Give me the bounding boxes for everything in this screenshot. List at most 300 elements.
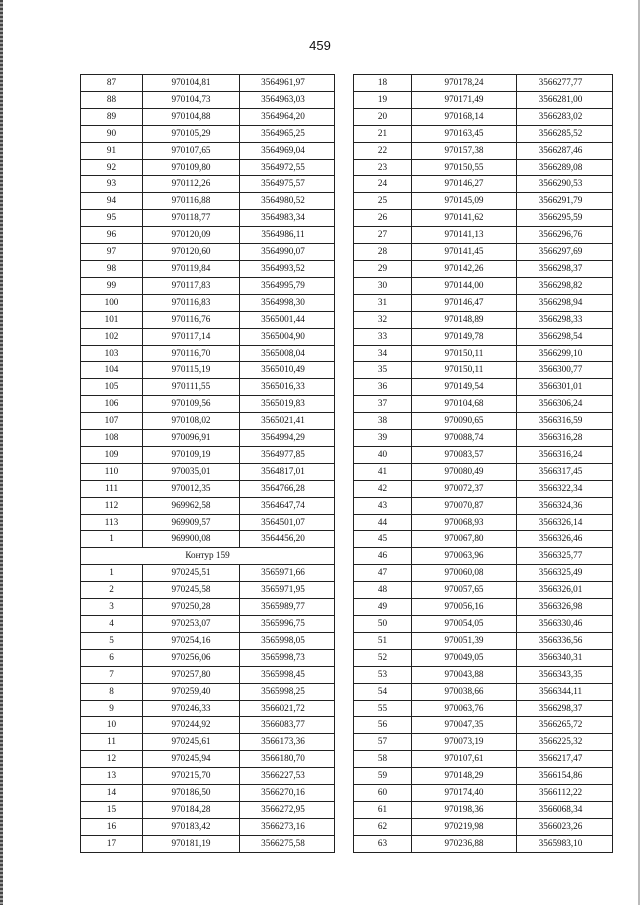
x-coordinate-cell: 970174,40 bbox=[412, 785, 517, 802]
point-number-cell: 17 bbox=[81, 835, 143, 852]
y-coordinate-cell: 3564994,29 bbox=[240, 430, 335, 447]
contour-header-row bbox=[81, 548, 335, 565]
point-number-cell: 103 bbox=[81, 345, 143, 362]
point-number-cell: 88 bbox=[81, 91, 143, 108]
point-number-cell: 21 bbox=[354, 125, 412, 142]
x-coordinate-cell: 970107,61 bbox=[412, 751, 517, 768]
x-coordinate-cell: 970245,61 bbox=[143, 734, 240, 751]
x-coordinate-cell: 970057,65 bbox=[412, 582, 517, 599]
x-coordinate-cell: 970115,19 bbox=[143, 362, 240, 379]
x-coordinate-cell: 970157,38 bbox=[412, 142, 517, 159]
table-row bbox=[354, 497, 613, 514]
table-row bbox=[81, 430, 335, 447]
y-coordinate-cell: 3566326,14 bbox=[517, 514, 613, 531]
x-coordinate-cell: 970088,74 bbox=[412, 430, 517, 447]
point-number-cell: 46 bbox=[354, 548, 412, 565]
point-number-cell: 18 bbox=[354, 75, 412, 92]
coordinates-table-right bbox=[353, 74, 613, 853]
x-coordinate-cell: 970068,93 bbox=[412, 514, 517, 531]
table-row bbox=[354, 835, 613, 852]
y-coordinate-cell: 3565001,44 bbox=[240, 311, 335, 328]
y-coordinate-cell: 3566316,28 bbox=[517, 430, 613, 447]
table-row bbox=[354, 734, 613, 751]
y-coordinate-cell: 3565004,90 bbox=[240, 328, 335, 345]
coordinates-table-right-body bbox=[354, 75, 613, 853]
point-number-cell: 5 bbox=[81, 632, 143, 649]
x-coordinate-cell: 970067,80 bbox=[412, 531, 517, 548]
table-row bbox=[354, 632, 613, 649]
y-coordinate-cell: 3565008,04 bbox=[240, 345, 335, 362]
table-row bbox=[81, 531, 335, 548]
y-coordinate-cell: 3566227,53 bbox=[240, 768, 335, 785]
x-coordinate-cell: 970198,36 bbox=[412, 801, 517, 818]
x-coordinate-cell: 969909,57 bbox=[143, 514, 240, 531]
table-row bbox=[354, 801, 613, 818]
table-row bbox=[354, 328, 613, 345]
y-coordinate-cell: 3566344,11 bbox=[517, 683, 613, 700]
x-coordinate-cell: 970244,92 bbox=[143, 717, 240, 734]
table-row bbox=[81, 683, 335, 700]
table-row bbox=[354, 125, 613, 142]
scan-edge-left bbox=[0, 0, 3, 905]
table-row bbox=[354, 413, 613, 430]
point-number-cell: 3 bbox=[81, 599, 143, 616]
x-coordinate-cell: 970254,16 bbox=[143, 632, 240, 649]
point-number-cell: 8 bbox=[81, 683, 143, 700]
x-coordinate-cell: 970245,58 bbox=[143, 582, 240, 599]
point-number-cell: 99 bbox=[81, 277, 143, 294]
point-number-cell: 45 bbox=[354, 531, 412, 548]
x-coordinate-cell: 970141,62 bbox=[412, 210, 517, 227]
point-number-cell: 26 bbox=[354, 210, 412, 227]
point-number-cell: 92 bbox=[81, 159, 143, 176]
point-number-cell: 47 bbox=[354, 565, 412, 582]
y-coordinate-cell: 3566281,00 bbox=[517, 91, 613, 108]
point-number-cell: 111 bbox=[81, 480, 143, 497]
coordinates-table-left bbox=[80, 74, 335, 853]
point-number-cell: 40 bbox=[354, 446, 412, 463]
x-coordinate-cell: 970149,54 bbox=[412, 379, 517, 396]
point-number-cell: 91 bbox=[81, 142, 143, 159]
x-coordinate-cell: 970120,09 bbox=[143, 227, 240, 244]
x-coordinate-cell: 970257,80 bbox=[143, 666, 240, 683]
table-row bbox=[354, 480, 613, 497]
table-row bbox=[354, 210, 613, 227]
table-row bbox=[81, 311, 335, 328]
x-coordinate-cell: 969900,08 bbox=[143, 531, 240, 548]
point-number-cell: 105 bbox=[81, 379, 143, 396]
table-row bbox=[354, 362, 613, 379]
x-coordinate-cell: 970181,19 bbox=[143, 835, 240, 852]
table-row bbox=[81, 565, 335, 582]
y-coordinate-cell: 3566021,72 bbox=[240, 700, 335, 717]
point-number-cell: 48 bbox=[354, 582, 412, 599]
page-number: 459 bbox=[309, 38, 331, 53]
x-coordinate-cell: 970047,35 bbox=[412, 717, 517, 734]
y-coordinate-cell: 3564969,04 bbox=[240, 142, 335, 159]
point-number-cell: 19 bbox=[354, 91, 412, 108]
point-number-cell: 57 bbox=[354, 734, 412, 751]
x-coordinate-cell: 970063,76 bbox=[412, 700, 517, 717]
point-number-cell: 24 bbox=[354, 176, 412, 193]
y-coordinate-cell: 3566326,98 bbox=[517, 599, 613, 616]
point-number-cell: 43 bbox=[354, 497, 412, 514]
table-row bbox=[81, 801, 335, 818]
y-coordinate-cell: 3564980,52 bbox=[240, 193, 335, 210]
y-coordinate-cell: 3565971,66 bbox=[240, 565, 335, 582]
table-row bbox=[354, 379, 613, 396]
point-number-cell: 52 bbox=[354, 649, 412, 666]
point-number-cell: 16 bbox=[81, 818, 143, 835]
y-coordinate-cell: 3564965,25 bbox=[240, 125, 335, 142]
y-coordinate-cell: 3566298,37 bbox=[517, 700, 613, 717]
x-coordinate-cell: 970118,77 bbox=[143, 210, 240, 227]
point-number-cell: 87 bbox=[81, 75, 143, 92]
x-coordinate-cell: 970116,88 bbox=[143, 193, 240, 210]
x-coordinate-cell: 970051,39 bbox=[412, 632, 517, 649]
point-number-cell: 61 bbox=[354, 801, 412, 818]
x-coordinate-cell: 970245,94 bbox=[143, 751, 240, 768]
point-number-cell: 97 bbox=[81, 244, 143, 261]
x-coordinate-cell: 970112,26 bbox=[143, 176, 240, 193]
x-coordinate-cell: 970116,83 bbox=[143, 294, 240, 311]
table-row bbox=[354, 565, 613, 582]
y-coordinate-cell: 3566225,32 bbox=[517, 734, 613, 751]
table-row bbox=[81, 176, 335, 193]
y-coordinate-cell: 3564986,11 bbox=[240, 227, 335, 244]
point-number-cell: 6 bbox=[81, 649, 143, 666]
table-row bbox=[354, 785, 613, 802]
point-number-cell: 109 bbox=[81, 446, 143, 463]
x-coordinate-cell: 970096,91 bbox=[143, 430, 240, 447]
point-number-cell: 90 bbox=[81, 125, 143, 142]
point-number-cell: 42 bbox=[354, 480, 412, 497]
point-number-cell: 110 bbox=[81, 463, 143, 480]
table-row bbox=[81, 717, 335, 734]
table-row bbox=[81, 142, 335, 159]
table-row bbox=[81, 294, 335, 311]
y-coordinate-cell: 3564647,74 bbox=[240, 497, 335, 514]
x-coordinate-cell: 970105,29 bbox=[143, 125, 240, 142]
x-coordinate-cell: 970073,19 bbox=[412, 734, 517, 751]
x-coordinate-cell: 970183,42 bbox=[143, 818, 240, 835]
x-coordinate-cell: 970049,05 bbox=[412, 649, 517, 666]
y-coordinate-cell: 3566300,77 bbox=[517, 362, 613, 379]
y-coordinate-cell: 3565996,75 bbox=[240, 616, 335, 633]
point-number-cell: 106 bbox=[81, 396, 143, 413]
coordinates-table-left-body bbox=[81, 75, 335, 853]
y-coordinate-cell: 3566298,82 bbox=[517, 277, 613, 294]
y-coordinate-cell: 3565019,83 bbox=[240, 396, 335, 413]
table-row bbox=[354, 446, 613, 463]
point-number-cell: 107 bbox=[81, 413, 143, 430]
y-coordinate-cell: 3566298,33 bbox=[517, 311, 613, 328]
point-number-cell: 55 bbox=[354, 700, 412, 717]
point-number-cell: 100 bbox=[81, 294, 143, 311]
x-coordinate-cell: 970104,81 bbox=[143, 75, 240, 92]
point-number-cell: 95 bbox=[81, 210, 143, 227]
point-number-cell: 113 bbox=[81, 514, 143, 531]
table-row bbox=[81, 328, 335, 345]
table-row bbox=[354, 277, 613, 294]
table-row bbox=[81, 277, 335, 294]
y-coordinate-cell: 3566285,52 bbox=[517, 125, 613, 142]
y-coordinate-cell: 3564977,85 bbox=[240, 446, 335, 463]
point-number-cell: 20 bbox=[354, 108, 412, 125]
x-coordinate-cell: 970259,40 bbox=[143, 683, 240, 700]
table-row bbox=[81, 108, 335, 125]
x-coordinate-cell: 970012,35 bbox=[143, 480, 240, 497]
point-number-cell: 108 bbox=[81, 430, 143, 447]
point-number-cell: 89 bbox=[81, 108, 143, 125]
point-number-cell: 10 bbox=[81, 717, 143, 734]
y-coordinate-cell: 3565983,10 bbox=[517, 835, 613, 852]
point-number-cell: 62 bbox=[354, 818, 412, 835]
point-number-cell: 102 bbox=[81, 328, 143, 345]
x-coordinate-cell: 970117,83 bbox=[143, 277, 240, 294]
x-coordinate-cell: 970149,78 bbox=[412, 328, 517, 345]
table-row bbox=[81, 193, 335, 210]
y-coordinate-cell: 3566023,26 bbox=[517, 818, 613, 835]
point-number-cell: 22 bbox=[354, 142, 412, 159]
y-coordinate-cell: 3566299,10 bbox=[517, 345, 613, 362]
contour-label: Контур 159 bbox=[81, 548, 335, 565]
x-coordinate-cell: 970150,55 bbox=[412, 159, 517, 176]
y-coordinate-cell: 3564998,30 bbox=[240, 294, 335, 311]
table-row bbox=[81, 125, 335, 142]
point-number-cell: 37 bbox=[354, 396, 412, 413]
table-row bbox=[81, 244, 335, 261]
y-coordinate-cell: 3566265,72 bbox=[517, 717, 613, 734]
x-coordinate-cell: 970215,70 bbox=[143, 768, 240, 785]
point-number-cell: 44 bbox=[354, 514, 412, 531]
point-number-cell: 33 bbox=[354, 328, 412, 345]
y-coordinate-cell: 3564993,52 bbox=[240, 260, 335, 277]
x-coordinate-cell: 970116,70 bbox=[143, 345, 240, 362]
x-coordinate-cell: 970168,14 bbox=[412, 108, 517, 125]
table-row bbox=[81, 396, 335, 413]
table-row bbox=[354, 159, 613, 176]
table-row bbox=[354, 75, 613, 92]
point-number-cell: 13 bbox=[81, 768, 143, 785]
table-row bbox=[354, 616, 613, 633]
x-coordinate-cell: 970250,28 bbox=[143, 599, 240, 616]
y-coordinate-cell: 3566068,34 bbox=[517, 801, 613, 818]
x-coordinate-cell: 970117,14 bbox=[143, 328, 240, 345]
table-row bbox=[354, 818, 613, 835]
table-row bbox=[354, 768, 613, 785]
y-coordinate-cell: 3566270,16 bbox=[240, 785, 335, 802]
x-coordinate-cell: 970083,57 bbox=[412, 446, 517, 463]
x-coordinate-cell: 970142,26 bbox=[412, 260, 517, 277]
x-coordinate-cell: 970256,06 bbox=[143, 649, 240, 666]
table-row bbox=[354, 430, 613, 447]
y-coordinate-cell: 3564990,07 bbox=[240, 244, 335, 261]
table-row bbox=[81, 345, 335, 362]
y-coordinate-cell: 3564972,55 bbox=[240, 159, 335, 176]
point-number-cell: 29 bbox=[354, 260, 412, 277]
y-coordinate-cell: 3566322,34 bbox=[517, 480, 613, 497]
table-row bbox=[81, 768, 335, 785]
y-coordinate-cell: 3565010,49 bbox=[240, 362, 335, 379]
point-number-cell: 98 bbox=[81, 260, 143, 277]
y-coordinate-cell: 3566272,95 bbox=[240, 801, 335, 818]
x-coordinate-cell: 970109,56 bbox=[143, 396, 240, 413]
y-coordinate-cell: 3566154,86 bbox=[517, 768, 613, 785]
point-number-cell: 1 bbox=[81, 531, 143, 548]
y-coordinate-cell: 3566336,56 bbox=[517, 632, 613, 649]
x-coordinate-cell: 970107,65 bbox=[143, 142, 240, 159]
x-coordinate-cell: 970236,88 bbox=[412, 835, 517, 852]
y-coordinate-cell: 3566295,59 bbox=[517, 210, 613, 227]
y-coordinate-cell: 3564995,79 bbox=[240, 277, 335, 294]
x-coordinate-cell: 970104,88 bbox=[143, 108, 240, 125]
point-number-cell: 23 bbox=[354, 159, 412, 176]
point-number-cell: 60 bbox=[354, 785, 412, 802]
x-coordinate-cell: 970146,27 bbox=[412, 176, 517, 193]
y-coordinate-cell: 3564501,07 bbox=[240, 514, 335, 531]
table-row bbox=[81, 497, 335, 514]
y-coordinate-cell: 3566283,02 bbox=[517, 108, 613, 125]
y-coordinate-cell: 3564456,20 bbox=[240, 531, 335, 548]
x-coordinate-cell: 970150,11 bbox=[412, 362, 517, 379]
y-coordinate-cell: 3566290,53 bbox=[517, 176, 613, 193]
table-row bbox=[81, 227, 335, 244]
y-coordinate-cell: 3566330,46 bbox=[517, 616, 613, 633]
point-number-cell: 36 bbox=[354, 379, 412, 396]
point-number-cell: 58 bbox=[354, 751, 412, 768]
point-number-cell: 15 bbox=[81, 801, 143, 818]
y-coordinate-cell: 3566326,01 bbox=[517, 582, 613, 599]
y-coordinate-cell: 3566325,77 bbox=[517, 548, 613, 565]
y-coordinate-cell: 3564975,57 bbox=[240, 176, 335, 193]
x-coordinate-cell: 970186,50 bbox=[143, 785, 240, 802]
point-number-cell: 101 bbox=[81, 311, 143, 328]
table-row bbox=[354, 176, 613, 193]
y-coordinate-cell: 3566298,54 bbox=[517, 328, 613, 345]
point-number-cell: 34 bbox=[354, 345, 412, 362]
table-row bbox=[81, 446, 335, 463]
y-coordinate-cell: 3566324,36 bbox=[517, 497, 613, 514]
table-row bbox=[81, 734, 335, 751]
point-number-cell: 31 bbox=[354, 294, 412, 311]
table-row bbox=[81, 413, 335, 430]
table-row bbox=[354, 260, 613, 277]
x-coordinate-cell: 970070,87 bbox=[412, 497, 517, 514]
y-coordinate-cell: 3566273,16 bbox=[240, 818, 335, 835]
y-coordinate-cell: 3566275,58 bbox=[240, 835, 335, 852]
point-number-cell: 14 bbox=[81, 785, 143, 802]
point-number-cell: 49 bbox=[354, 599, 412, 616]
y-coordinate-cell: 3566343,35 bbox=[517, 666, 613, 683]
table-row bbox=[354, 91, 613, 108]
table-row bbox=[354, 463, 613, 480]
y-coordinate-cell: 3566217,47 bbox=[517, 751, 613, 768]
x-coordinate-cell: 970184,28 bbox=[143, 801, 240, 818]
table-row bbox=[81, 751, 335, 768]
table-row bbox=[81, 362, 335, 379]
x-coordinate-cell: 970178,24 bbox=[412, 75, 517, 92]
x-coordinate-cell: 970148,29 bbox=[412, 768, 517, 785]
y-coordinate-cell: 3564961,97 bbox=[240, 75, 335, 92]
table-row bbox=[81, 818, 335, 835]
table-row bbox=[354, 548, 613, 565]
y-coordinate-cell: 3566306,24 bbox=[517, 396, 613, 413]
table-row bbox=[81, 599, 335, 616]
y-coordinate-cell: 3566291,79 bbox=[517, 193, 613, 210]
point-number-cell: 94 bbox=[81, 193, 143, 210]
x-coordinate-cell: 970104,73 bbox=[143, 91, 240, 108]
table-row bbox=[354, 700, 613, 717]
table-row bbox=[354, 514, 613, 531]
table-row bbox=[354, 142, 613, 159]
y-coordinate-cell: 3566083,77 bbox=[240, 717, 335, 734]
y-coordinate-cell: 3565998,73 bbox=[240, 649, 335, 666]
table-row bbox=[81, 700, 335, 717]
x-coordinate-cell: 970145,09 bbox=[412, 193, 517, 210]
table-row bbox=[81, 210, 335, 227]
x-coordinate-cell: 970111,55 bbox=[143, 379, 240, 396]
point-number-cell: 50 bbox=[354, 616, 412, 633]
table-row bbox=[354, 108, 613, 125]
x-coordinate-cell: 970141,13 bbox=[412, 227, 517, 244]
y-coordinate-cell: 3566298,94 bbox=[517, 294, 613, 311]
x-coordinate-cell: 970150,11 bbox=[412, 345, 517, 362]
table-row bbox=[354, 666, 613, 683]
y-coordinate-cell: 3566326,46 bbox=[517, 531, 613, 548]
point-number-cell: 59 bbox=[354, 768, 412, 785]
table-row bbox=[354, 345, 613, 362]
y-coordinate-cell: 3565971,95 bbox=[240, 582, 335, 599]
point-number-cell: 27 bbox=[354, 227, 412, 244]
point-number-cell: 63 bbox=[354, 835, 412, 852]
table-row bbox=[354, 599, 613, 616]
y-coordinate-cell: 3564983,34 bbox=[240, 210, 335, 227]
x-coordinate-cell: 970146,47 bbox=[412, 294, 517, 311]
y-coordinate-cell: 3565021,41 bbox=[240, 413, 335, 430]
table-row bbox=[354, 244, 613, 261]
table-row bbox=[81, 480, 335, 497]
x-coordinate-cell: 970141,45 bbox=[412, 244, 517, 261]
x-coordinate-cell: 970108,02 bbox=[143, 413, 240, 430]
point-number-cell: 35 bbox=[354, 362, 412, 379]
y-coordinate-cell: 3566296,76 bbox=[517, 227, 613, 244]
point-number-cell: 4 bbox=[81, 616, 143, 633]
x-coordinate-cell: 970144,00 bbox=[412, 277, 517, 294]
y-coordinate-cell: 3566317,45 bbox=[517, 463, 613, 480]
table-row bbox=[354, 717, 613, 734]
x-coordinate-cell: 970246,33 bbox=[143, 700, 240, 717]
y-coordinate-cell: 3566297,69 bbox=[517, 244, 613, 261]
point-number-cell: 104 bbox=[81, 362, 143, 379]
y-coordinate-cell: 3566316,59 bbox=[517, 413, 613, 430]
x-coordinate-cell: 970080,49 bbox=[412, 463, 517, 480]
x-coordinate-cell: 970148,89 bbox=[412, 311, 517, 328]
table-row bbox=[354, 396, 613, 413]
point-number-cell: 28 bbox=[354, 244, 412, 261]
x-coordinate-cell: 970171,49 bbox=[412, 91, 517, 108]
point-number-cell: 7 bbox=[81, 666, 143, 683]
y-coordinate-cell: 3566298,37 bbox=[517, 260, 613, 277]
table-row bbox=[81, 582, 335, 599]
y-coordinate-cell: 3566173,36 bbox=[240, 734, 335, 751]
x-coordinate-cell: 970090,65 bbox=[412, 413, 517, 430]
y-coordinate-cell: 3564964,20 bbox=[240, 108, 335, 125]
y-coordinate-cell: 3566277,77 bbox=[517, 75, 613, 92]
table-row bbox=[354, 582, 613, 599]
point-number-cell: 39 bbox=[354, 430, 412, 447]
point-number-cell: 11 bbox=[81, 734, 143, 751]
